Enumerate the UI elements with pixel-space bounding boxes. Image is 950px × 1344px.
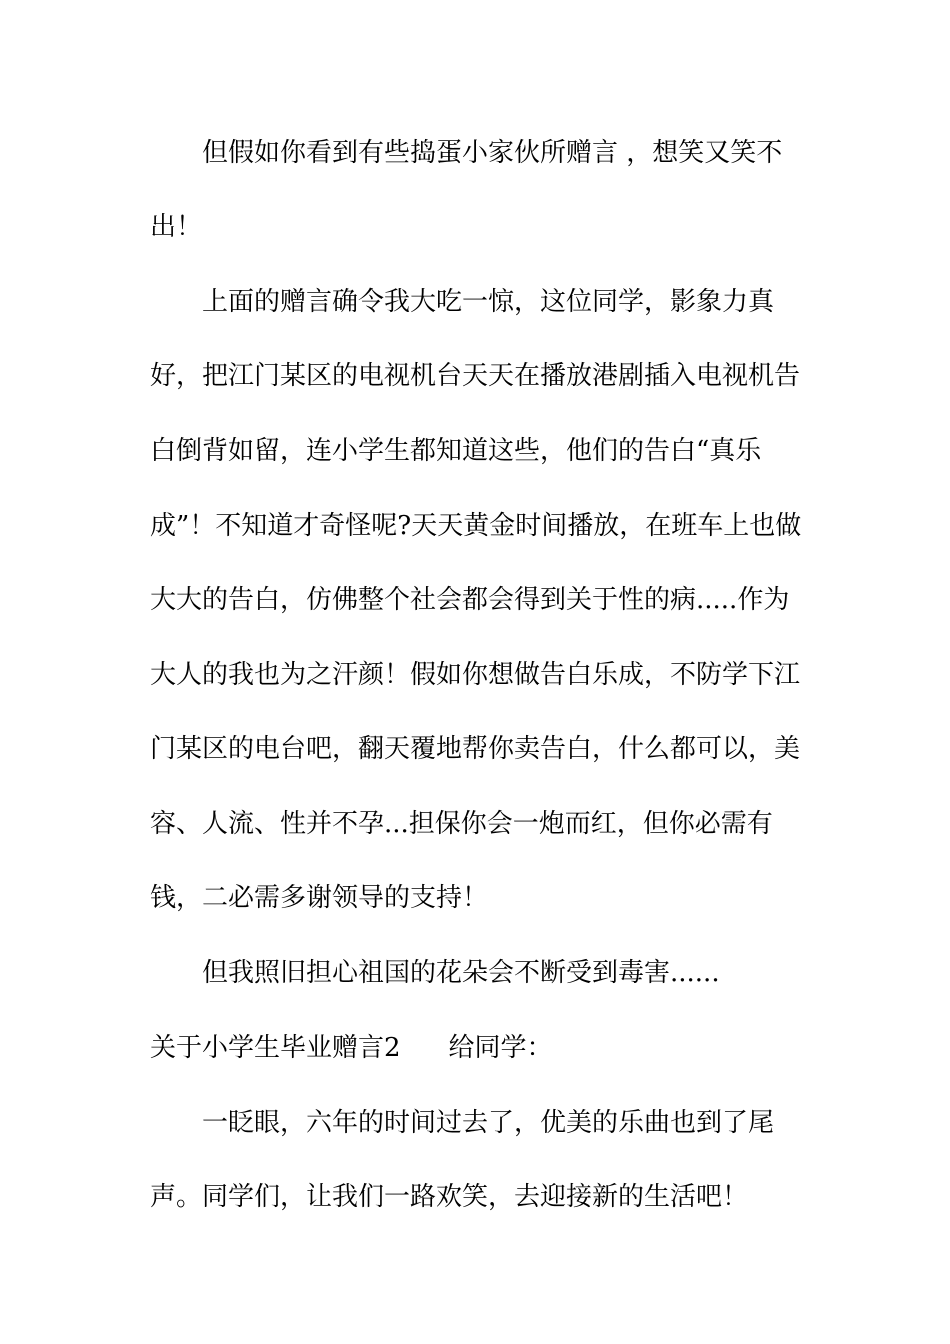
paragraph-line: 好，把江门某区的电视机台天天在播放港剧插入电视机告 bbox=[150, 361, 801, 391]
paragraph-line: 一眨眼，六年的时间过去了，优美的乐曲也到了尾 bbox=[202, 1108, 775, 1138]
heading-subtitle: 给同学： bbox=[448, 1033, 553, 1063]
paragraph-line: 上面的赠言确令我大吃一惊，这位同学，影象力真 bbox=[202, 287, 775, 317]
section-heading bbox=[150, 1031, 810, 1065]
paragraph-line: 但我照旧担心祖国的花朵会不断受到毒害...... bbox=[202, 958, 720, 988]
paragraph-line: 白倒背如留，连小学生都知道这些，他们的告白“真乐 bbox=[150, 436, 762, 466]
paragraph-line: 大人的我也为之汗颜！假如你想做告白乐成，不防学下江 bbox=[150, 660, 801, 690]
paragraph-line: 大大的告白，仿佛整个社会都会得到关于性的病.....作为 bbox=[150, 585, 790, 615]
paragraph-line: 声。同学们，让我们一路欢笑，去迎接新的生活吧！ bbox=[150, 1182, 749, 1212]
paragraph-line: 但假如你看到有些捣蛋小家伙所赠言 ，想笑又笑不 bbox=[202, 138, 783, 168]
heading-title: 关于小学生毕业赠言2 bbox=[150, 1033, 401, 1063]
paragraph-line: 钱，二必需多谢领导的支持！ bbox=[150, 883, 489, 913]
paragraph-line: 成”！不知道才奇怪呢?天天黄金时间播放，在班车上也做 bbox=[150, 511, 802, 541]
paragraph-line: 出！ bbox=[150, 212, 203, 242]
paragraph-line: 门某区的电台吧，翻天覆地帮你卖告白，什么都可以，美 bbox=[150, 734, 801, 764]
paragraph-line: 容、人流、性并不孕...担保你会一炮而红，但你必需有 bbox=[150, 809, 773, 839]
